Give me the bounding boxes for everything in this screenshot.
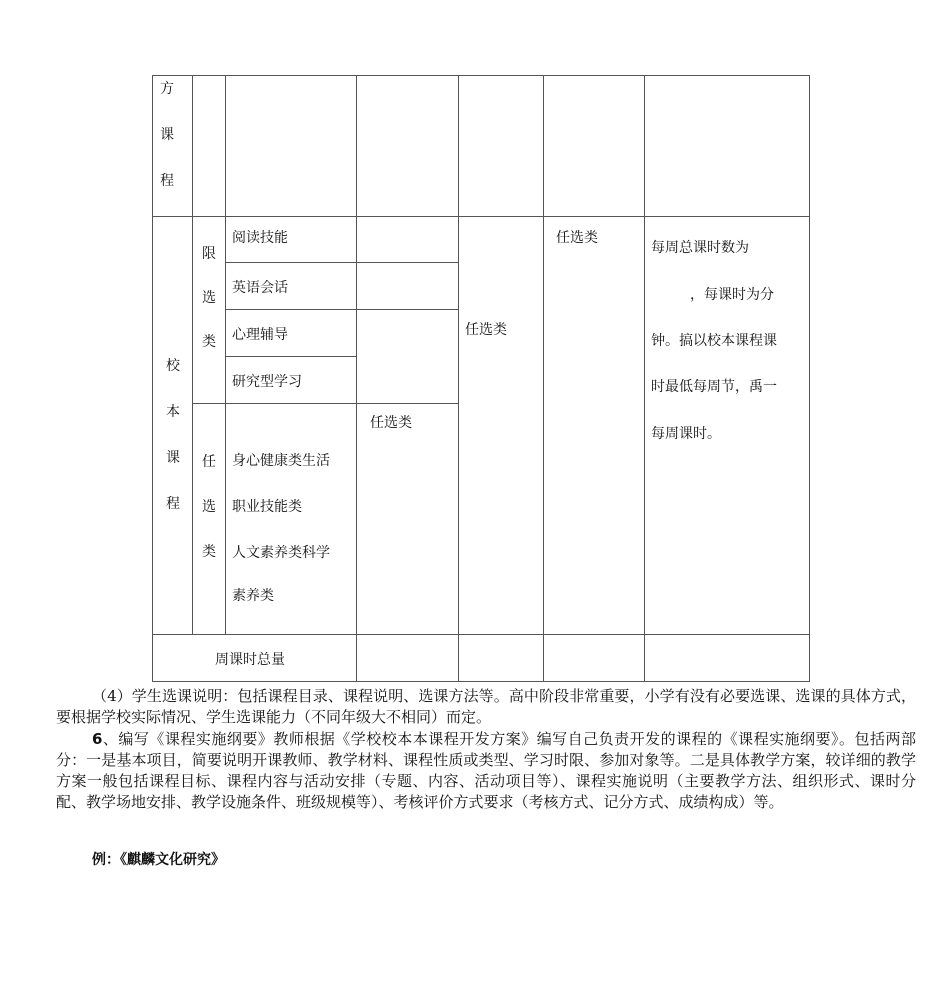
row-divider-limited-1 — [225, 262, 459, 263]
weekly-total-label: 周课时总量 — [215, 652, 285, 668]
optional-course-name: 素养类 — [232, 588, 274, 604]
school-course-label — [164, 357, 182, 541]
paragraph-text: 、编写《课程实施纲要》教师根据《学校校本本课程开发方案》编写自己负责开发的课程的《课程实施纲要》。包括两部分：一是基本项目，简要说明开课教师、教学材料、课程性质或类型、学习时限、参加对象等。二是具体教学方案，较详细的教学方案一般包括课程目标、课程内容与活动安排（专题、内容、活动项目等）、课程实施说明（主要教学方法、组织形式、课时分配、教学场地安排、教学设施条件、班级规模等）、考核评价方式要求（考核方式、记分方式、成绩构成）等。 — [56, 730, 916, 811]
col-line-5 — [543, 75, 544, 682]
remark-line: 每周课时。 — [651, 426, 721, 442]
col-line-2 — [225, 75, 226, 635]
table-border-right — [809, 75, 810, 682]
school-course-char: 程 — [166, 496, 180, 512]
optional-char: 任 — [202, 454, 216, 470]
table-border-left — [152, 75, 153, 682]
row-divider-section — [152, 216, 810, 217]
optional-course-name: 人文素养类科学 — [232, 545, 330, 561]
school-course-char: 本 — [166, 404, 180, 420]
limited-course-name: 心理辅导 — [232, 327, 288, 343]
paragraph-course-outline — [56, 729, 916, 813]
limited-course-name: 阅读技能 — [232, 230, 288, 246]
limited-course-name: 研究型学习 — [232, 374, 302, 390]
table-border-bottom — [152, 681, 810, 682]
limited-course-name: 英语会话 — [232, 280, 288, 296]
school-course-char: 课 — [166, 450, 180, 466]
col-line-1 — [192, 75, 193, 635]
top-section-char: 课 — [160, 127, 174, 143]
paragraph-text: （4）学生选课说明：包括课程目录、课程说明、选课方法等。高中阶段非常重要，小学有没有必要选课、选课的具体方式，要根据学校实际情况、学生选课能力（不同年级大不相同）而定。 — [56, 687, 916, 726]
remark-line: 钟。搞以校本课程课 — [651, 333, 777, 349]
paragraph-course-selection — [56, 686, 916, 728]
limited-selection-label — [200, 245, 218, 377]
top-section-char: 程 — [160, 173, 174, 189]
school-course-char: 校 — [166, 358, 180, 374]
optional-course-name: 身心健康类生活 — [232, 453, 330, 469]
remark-line: ，每课时为分 — [690, 287, 774, 303]
section-number: 6 — [92, 730, 103, 748]
remark-line: 时最低每周节，禹一 — [651, 379, 777, 395]
row-divider-limited-3 — [225, 356, 357, 357]
optional-course-name: 职业技能类 — [232, 499, 302, 515]
col-line-6 — [644, 75, 645, 682]
col-line-3 — [356, 75, 357, 682]
row-divider-total — [152, 634, 810, 635]
col-line-4 — [458, 75, 459, 682]
table-border-top — [152, 75, 810, 76]
optional-type-label: 任选类 — [370, 415, 412, 431]
optional-char: 选 — [202, 499, 216, 515]
remark-line: 每周总课时数为 — [651, 240, 749, 256]
row-divider-limited-2 — [225, 309, 459, 310]
limited-char: 限 — [202, 246, 216, 262]
example-heading: 例：《麒麟文化研究》 — [92, 852, 225, 868]
limited-char: 选 — [202, 290, 216, 306]
row-divider-optional — [192, 403, 459, 404]
optional-char: 类 — [202, 544, 216, 560]
optional-selection-label — [200, 453, 218, 588]
top-section-char: 方 — [160, 81, 174, 97]
optional-type-label: 任选类 — [465, 322, 507, 338]
top-section-label — [158, 80, 176, 218]
optional-type-label: 任选类 — [556, 230, 598, 246]
limited-char: 类 — [202, 334, 216, 350]
